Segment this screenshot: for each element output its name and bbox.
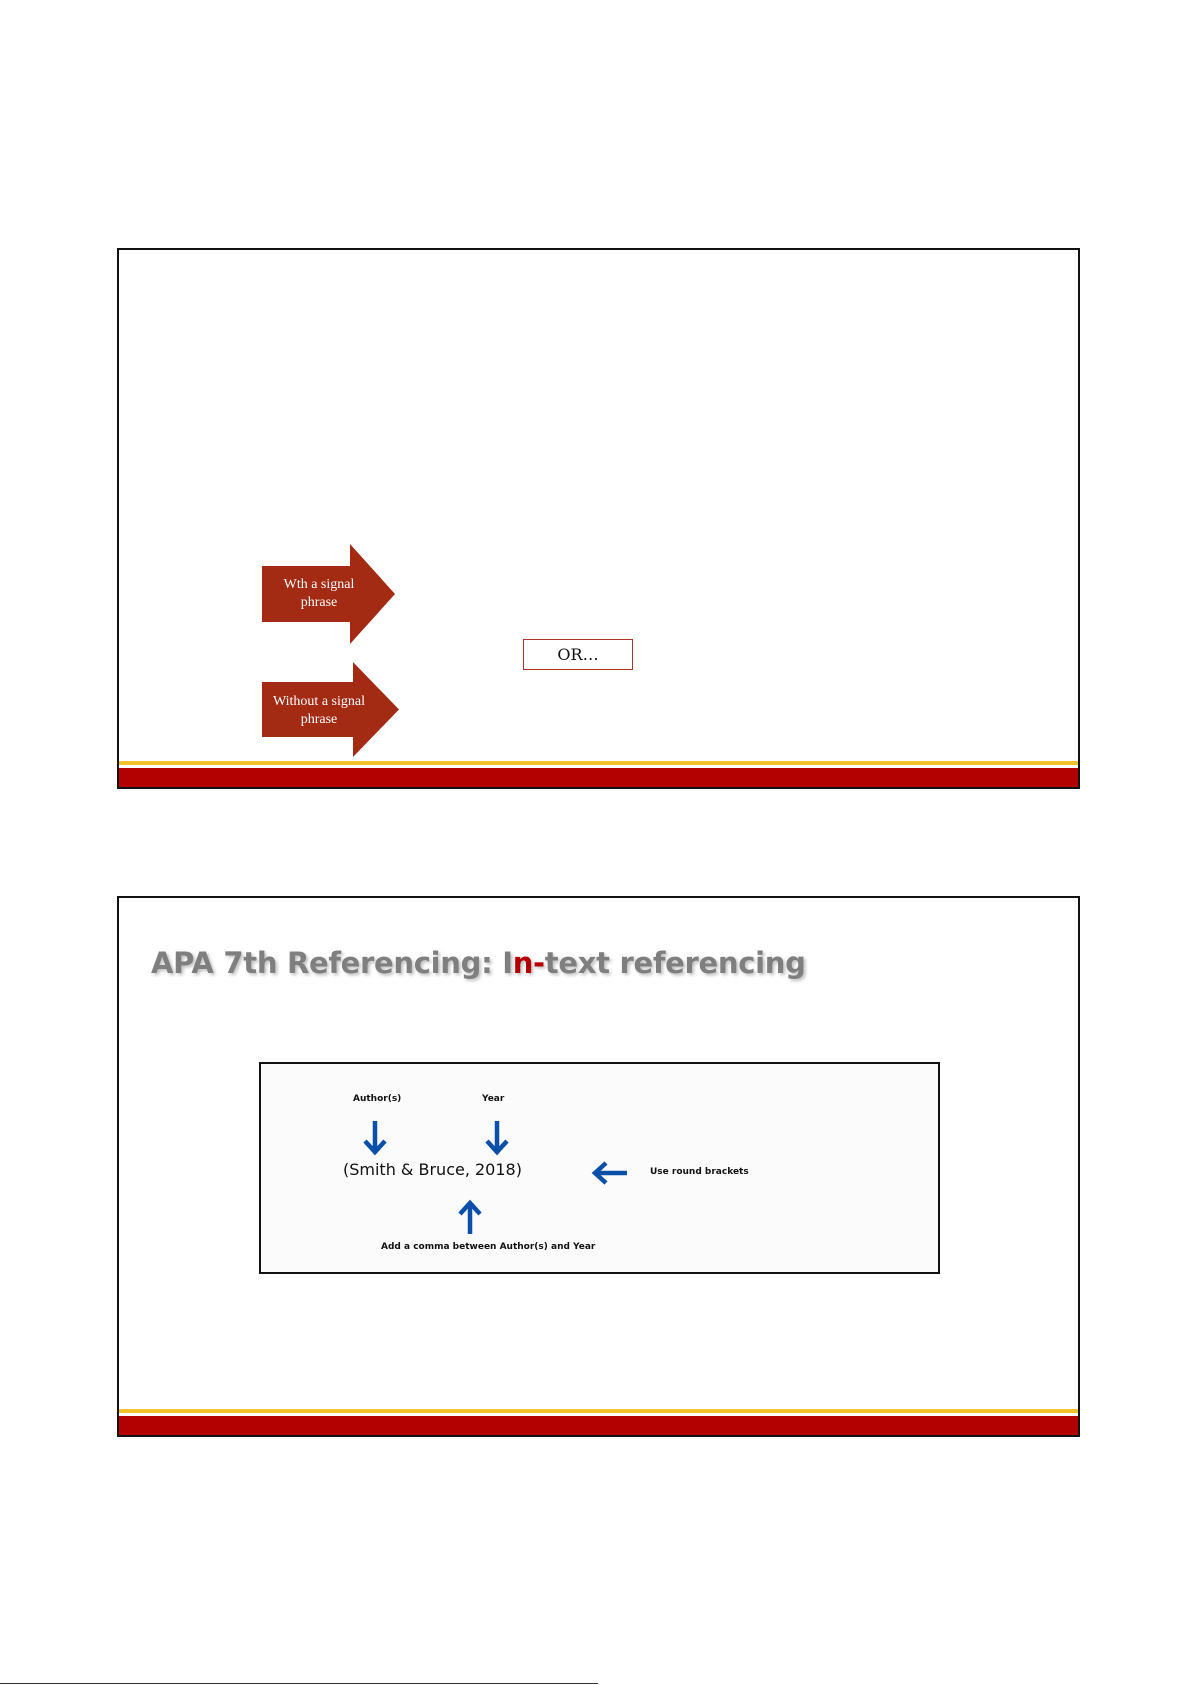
footer-gold-line — [119, 761, 1078, 765]
arrow-down-icon — [484, 1121, 510, 1157]
arrow-up-icon — [457, 1198, 483, 1234]
title-accent: n- — [512, 946, 545, 980]
slide-signal-phrase — [117, 248, 1080, 789]
or-label: OR… — [523, 639, 633, 670]
arrow-down-icon — [362, 1121, 388, 1157]
footer-red-bar — [119, 768, 1078, 787]
footer-gold-line — [119, 1409, 1078, 1413]
arrow-label-without-signal: Without a signal phrase — [273, 694, 365, 727]
slide-in-text-referencing — [117, 896, 1080, 1437]
footer-red-bar — [119, 1416, 1078, 1435]
title-prefix: APA 7th Referencing: I — [151, 946, 513, 980]
arrow-left-icon — [591, 1160, 629, 1186]
author-label: Author(s) — [353, 1094, 402, 1104]
arrow-label-with-signal: Wth a signal phrase — [283, 577, 355, 610]
citation-example: (Smith & Bruce, 2018) — [343, 1160, 522, 1179]
citation-example-box — [259, 1062, 940, 1274]
slide-title — [151, 946, 806, 980]
year-label: Year — [482, 1094, 505, 1104]
title-suffix: text referencing — [544, 946, 806, 980]
comma-note: Add a comma between Author(s) and Year — [381, 1242, 596, 1252]
page-footer-rule — [0, 1683, 598, 1684]
round-brackets-note: Use round brackets — [650, 1167, 749, 1177]
